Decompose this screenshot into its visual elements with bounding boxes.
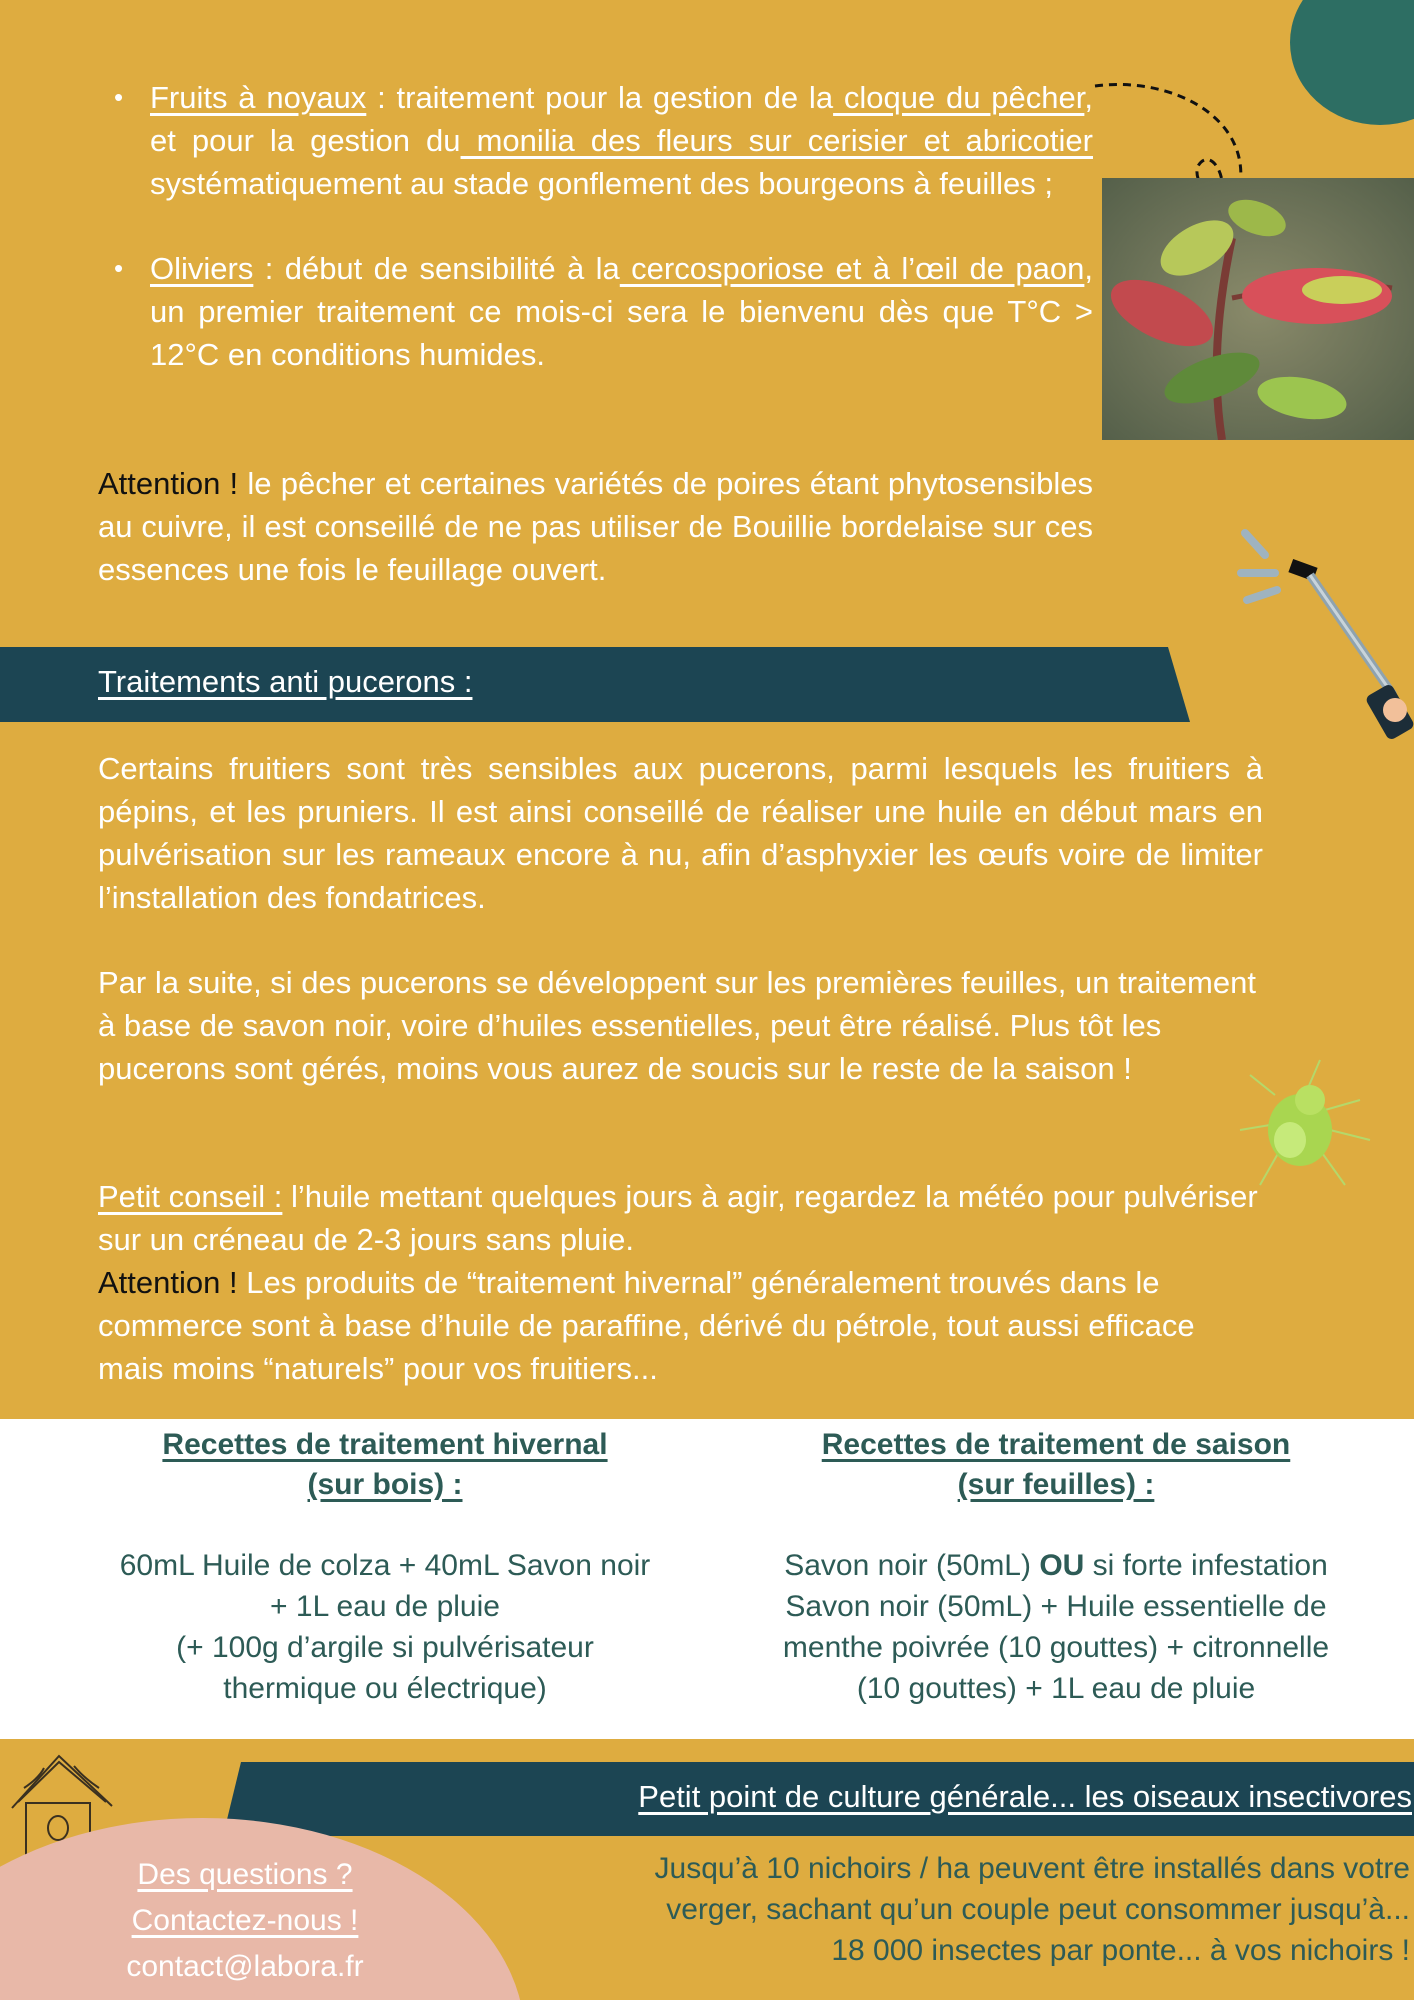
recipe-line — [726, 1545, 1386, 1586]
bullet-link: cloque du pêcher — [833, 80, 1085, 115]
winter-recipe-body — [55, 1545, 715, 1709]
winter-recipe — [55, 1425, 715, 1709]
recipe-text: Savon noir (50mL) — [784, 1549, 1040, 1582]
bullet-link: cercosporiose et à l’œil de paon — [619, 251, 1085, 286]
birds-section-title — [638, 1775, 1412, 1819]
contact-question[interactable]: Des questions ? — [137, 1858, 353, 1891]
contact-block — [40, 1852, 450, 1990]
aphid-paragraph-1: Certains fruitiers sont très sensibles aux pucerons, parmi lesquels les fruitiers à pépins, et les pruniers. Il est ainsi conseillé de réaliser une huile en début mars en pulvérisation sur les rameaux encore à nu, afin d’asphyxier les œufs voire de limiter l’installation des fondatrices. — [98, 751, 1263, 915]
bullet-list — [98, 76, 1093, 418]
recipe-line: + 1L eau de pluie — [270, 1590, 500, 1623]
bullet-head: Fruits à noyaux — [150, 80, 367, 115]
bullet-head: Oliviers — [150, 251, 254, 286]
recipe-line: (+ 100g d’argile si pulvérisateur — [176, 1631, 594, 1664]
contact-link[interactable]: Contactez-nous ! — [131, 1904, 359, 1937]
aphid-tip — [98, 1175, 1263, 1390]
birds-line: 18 000 insectes par ponte... à vos nichoirs ! — [831, 1934, 1410, 1967]
attention-text: Les produits de “traitement hivernal” généralement trouvés dans le commerce sont à base d’huile de paraffine, dérivé du pétrole, tout aussi efficace mais moins “naturels” pour vos fruitiers... — [98, 1265, 1195, 1386]
tip-label: Petit conseil : — [98, 1179, 283, 1214]
attention-copper-note — [98, 462, 1093, 591]
birds-line: verger, sachant qu’un couple peut consommer jusqu’à... — [666, 1893, 1410, 1926]
peach-leaf-curl-photo — [1102, 178, 1414, 440]
bullet-text: : début de sensibilité à la — [253, 251, 620, 286]
birds-line: Jusqu’à 10 nichoirs / ha peuvent être installés dans votre — [654, 1852, 1410, 1885]
season-recipe-title: Recettes de traitement de saison — [821, 1428, 1291, 1461]
recipe-line: menthe poivrée (10 gouttes) + citronnelle — [782, 1631, 1330, 1664]
season-recipe — [726, 1425, 1386, 1709]
season-recipe-body — [726, 1545, 1386, 1709]
bullet-text: , un premier traitement ce mois-ci sera le bienvenu dès que T°C > 12°C en conditions humides. — [150, 251, 1093, 372]
aphid-paragraph-2: Par la suite, si des pucerons se développent sur les premières feuilles, un traitement à base de savon noir, voire d’huiles essentielles, peut être réalisé. Plus tôt les pucerons sont gérés, moins vous aurez de soucis sur le reste de la saison ! — [98, 965, 1256, 1086]
recipe-text: si forte infestation — [1084, 1549, 1328, 1582]
bullet-text: , et pour la gestion du — [150, 80, 1093, 158]
aphid-title-text: Traitements anti pucerons : — [98, 664, 473, 699]
birds-title-text: Petit point de culture générale... les oiseaux insectivores — [638, 1779, 1412, 1814]
birds-text — [430, 1848, 1410, 1971]
aphid-icon — [1235, 1055, 1375, 1195]
season-recipe-subtitle: (sur feuilles) : — [957, 1468, 1155, 1501]
bullet-text: : traitement pour la gestion de la — [366, 80, 834, 115]
recipe-line: thermique ou électrique) — [223, 1672, 547, 1705]
bullet-olives — [98, 247, 1093, 376]
contact-email[interactable]: contact@labora.fr — [126, 1950, 364, 1983]
recipe-line: 60mL Huile de colza + 40mL Savon noir — [119, 1549, 651, 1582]
attention-label: Attention ! — [98, 1265, 238, 1300]
winter-recipe-title: Recettes de traitement hivernal — [162, 1428, 608, 1461]
recipe-line: Savon noir (50mL) + Huile essentielle de — [785, 1590, 1327, 1623]
bullet-text: systématiquement au stade gonflement des bourgeons à feuilles ; — [150, 166, 1053, 201]
recipe-or: OU — [1039, 1549, 1085, 1582]
attention-text: le pêcher et certaines variétés de poires étant phytosensibles au cuivre, il est conseillé de ne pas utiliser de Bouillie bordelaise sur ces essences une fois le feuillage ouvert. — [98, 466, 1093, 587]
decorative-circle — [1290, 0, 1414, 125]
bullet-stone-fruits — [98, 76, 1093, 205]
sprayer-icon — [1235, 525, 1414, 755]
tip-text: l’huile mettant quelques jours à agir, regardez la météo pour pulvériser sur un créneau de 2-3 jours sans pluie. — [98, 1179, 1258, 1257]
recipe-line: (10 gouttes) + 1L eau de pluie — [856, 1672, 1256, 1705]
bullet-link: monilia des fleurs sur cerisier et abricotier — [460, 123, 1093, 158]
recipes-panel — [0, 1419, 1414, 1739]
aphid-section-title — [98, 660, 472, 704]
winter-recipe-subtitle: (sur bois) : — [307, 1468, 463, 1501]
attention-label: Attention ! — [98, 466, 239, 501]
